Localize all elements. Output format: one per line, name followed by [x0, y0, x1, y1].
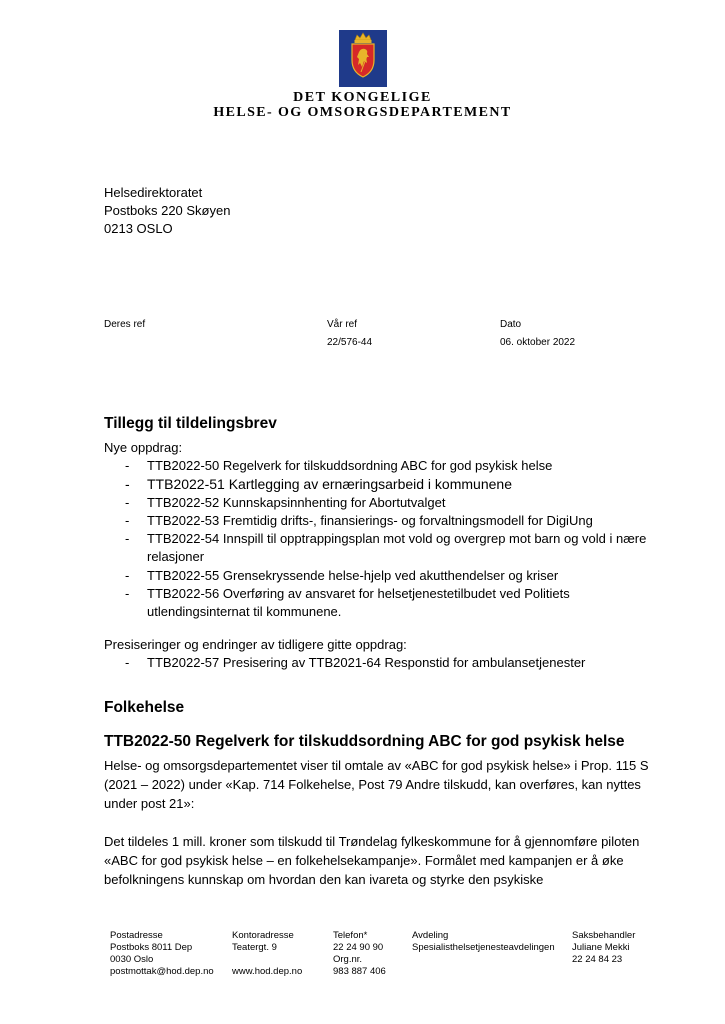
footer-value: Juliane Mekki: [572, 942, 630, 953]
recipient-address: [104, 184, 230, 238]
var-ref-label: Vår ref: [327, 319, 358, 330]
list-item: - TTB2022-55 Grensekryssende helse-hjelp ved akutthendelser og kriser: [104, 567, 664, 585]
footer-value: 22 24 84 23: [572, 954, 623, 965]
new-tasks-intro: Nye oppdrag:: [104, 440, 183, 455]
paragraph: Det tildeles 1 mill. kroner som tilskudd til Trøndelag fylkeskommune for å gjennomføre piloten «ABC for god psykisk helse – en folkehelsekampanje». Formålet med kampanjen er å øke befolkningens kunnskap om hvordan den kan ivareta og styrke den psykiske: [104, 833, 640, 887]
footer-email: postmottak@hod.dep.no: [110, 966, 214, 977]
list-item: - TTB2022-53 Fremtidig drifts-, finansierings- og forvaltningsmodell for DigiUng: [104, 512, 664, 530]
footer-telefon: [333, 930, 386, 978]
footer-label: Org.nr.: [333, 954, 363, 965]
new-tasks-list: [104, 457, 664, 622]
footer-value: Spesialisthelsetjenesteavdelingen: [412, 942, 555, 953]
footer-avdeling: [412, 930, 555, 954]
changes-intro: Presiseringer og endringer av tidligere gitte oppdrag:: [104, 636, 407, 652]
deres-ref: [104, 319, 145, 337]
letterhead: [0, 30, 725, 121]
list-item: - TTB2022-56 Overføring av ansvaret for helsetjenestetilbudet ved Politiets utlendingsinternat til kommunene.: [104, 585, 664, 622]
deres-ref-label: Deres ref: [104, 319, 146, 330]
date-value: 06. oktober 2022: [500, 337, 576, 348]
date: [500, 319, 575, 348]
department-line-1: DET KONGELIGE: [293, 90, 432, 105]
footer-kontoradresse: [232, 930, 302, 978]
subsection-heading: TTB2022-50 Regelverk for tilskuddsordning ABC for god psykisk helse: [104, 732, 625, 750]
footer-website: www.hod.dep.no: [232, 966, 303, 977]
coat-of-arms-icon: [339, 30, 387, 87]
letter-body: [104, 414, 664, 889]
footer-label: Telefon*: [333, 930, 368, 941]
footer-value: 22 24 90 90: [333, 942, 384, 953]
var-ref: [327, 319, 372, 348]
footer-postadresse: [110, 930, 214, 978]
list-item: - TTB2022-52 Kunnskapsinnhenting for Abortutvalget: [104, 494, 664, 512]
footer-value: Postboks 8011 Dep: [110, 942, 193, 953]
letter-title: Tillegg til tildelingsbrev: [104, 415, 277, 432]
footer-saksbehandler: [572, 930, 635, 966]
list-item: - TTB2022-54 Innspill til opptrappingsplan mot vold og overgrep mot barn og vold i nære relasjoner: [104, 530, 664, 567]
footer-value: 0030 Oslo: [110, 954, 154, 965]
date-label: Dato: [500, 319, 522, 330]
footer-value: Teatergt. 9: [232, 942, 277, 953]
footer-label: Postadresse: [110, 930, 163, 941]
list-item: - TTB2022-50 Regelverk for tilskuddsordning ABC for god psykisk helse: [104, 457, 664, 475]
recipient-line: 0213 OSLO: [104, 221, 173, 236]
paragraph: Helse- og omsorgsdepartementet viser til omtale av «ABC for god psykisk helse» i Prop. 115 S (2021 – 2022) under «Kap. 714 Folkehelse, Post 79 Andre tilskudd, kan overføres, kan nyttes under post 21»:: [104, 757, 649, 811]
department-line-2: HELSE- OG OMSORGSDEPARTEMENT: [213, 105, 512, 120]
footer-label: Saksbehandler: [572, 930, 636, 941]
list-item: - TTB2022-57 Presisering av TTB2021-64 Responstid for ambulansetjenester: [104, 654, 664, 672]
recipient-line: Postboks 220 Skøyen: [104, 203, 231, 218]
list-item: - TTB2022-51 Kartlegging av ernæringsarbeid i kommunene: [104, 475, 664, 493]
section-heading: Folkehelse: [104, 698, 185, 716]
changes-list: [104, 654, 664, 672]
footer-label: Avdeling: [412, 930, 449, 941]
footer-label: Kontoradresse: [232, 930, 294, 941]
footer-value: 983 887 406: [333, 966, 386, 977]
var-ref-value: 22/576-44: [327, 337, 373, 348]
recipient-line: Helsedirektoratet: [104, 185, 203, 200]
